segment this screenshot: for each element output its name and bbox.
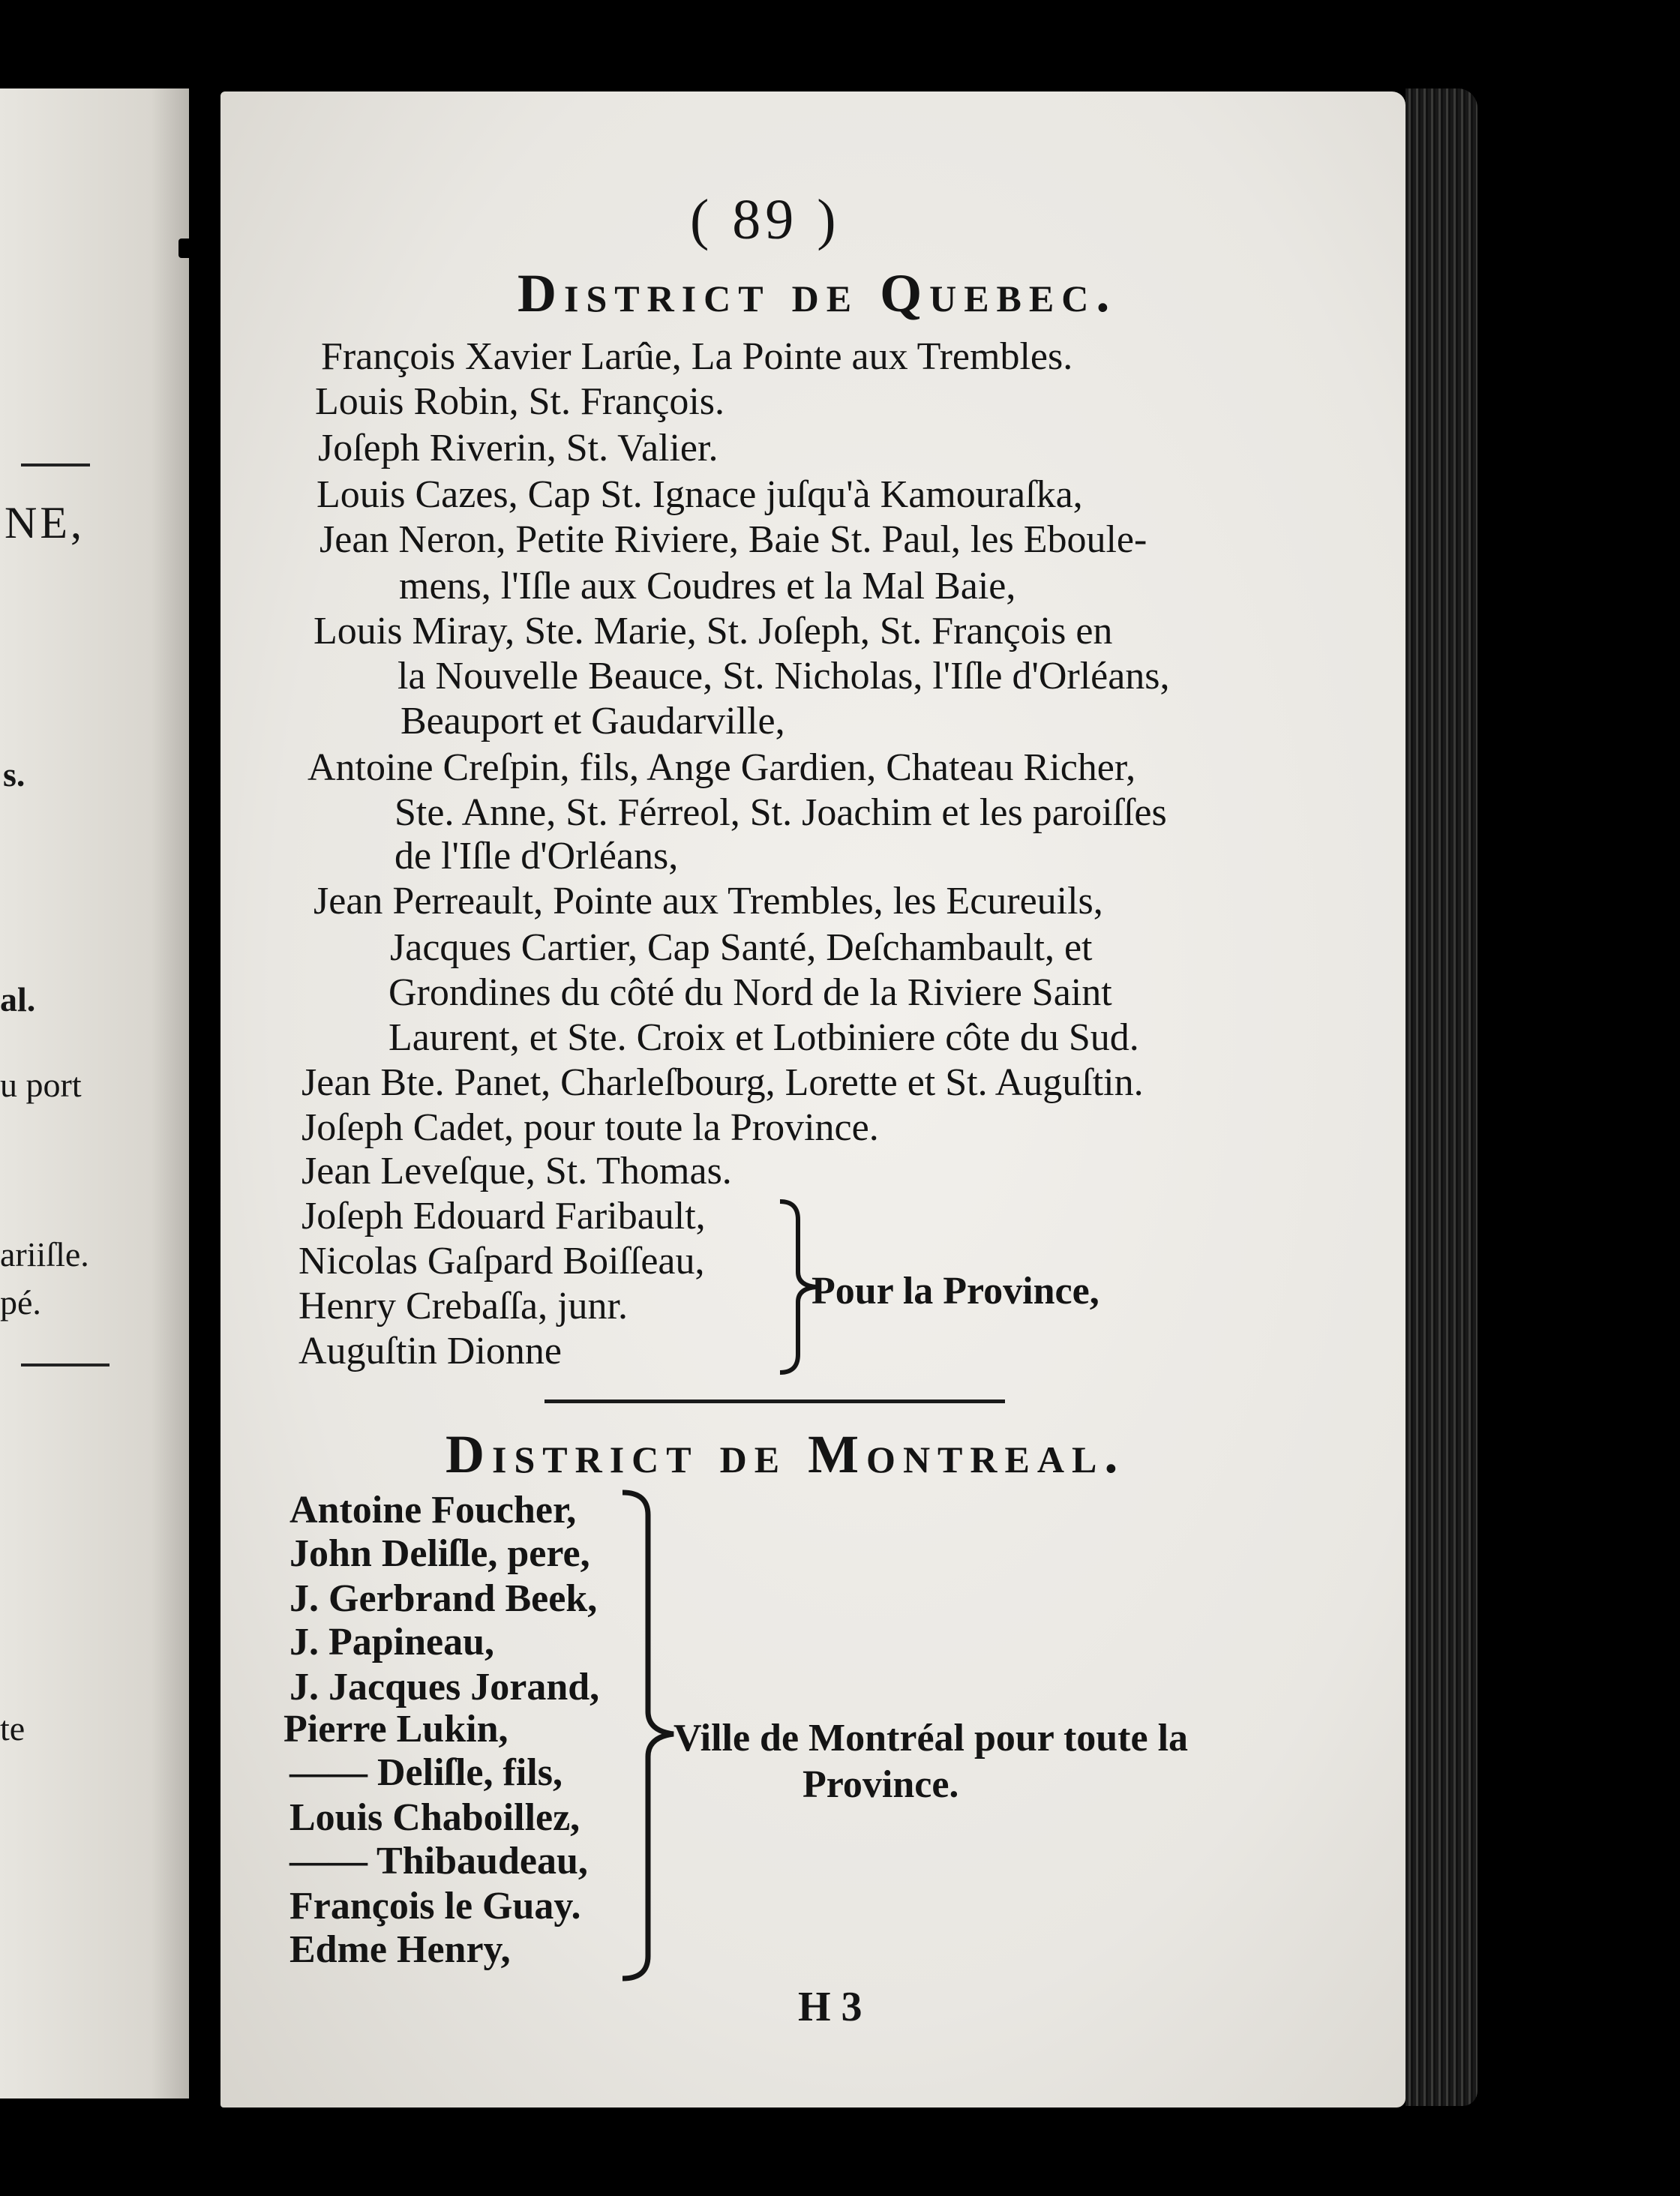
left-page-rule-2 — [21, 1364, 110, 1366]
quebec-line-17: Jean Bte. Panet, Charleſbourg, Lorette et St. Auguſtin. — [302, 1061, 1144, 1104]
montreal-label-line-1: Ville de Montréal pour toute la — [674, 1717, 1189, 1760]
quebec-line-8: la Nouvelle Beauce, St. Nicholas, l'Iſle d'Orléans, — [398, 655, 1170, 698]
quebec-heading: District de Quebec. — [518, 263, 1118, 323]
left-page-rule — [21, 464, 90, 466]
page-number: ( 89 ) — [690, 188, 841, 251]
left-fragment-7: te — [0, 1709, 26, 1748]
quebec-line-12: de l'Iſle d'Orléans, — [394, 835, 679, 878]
left-fragment-2: s. — [3, 755, 26, 794]
left-fragment-1: NE, — [4, 498, 85, 548]
quebec-line-18: Joſeph Cadet, pour toute la Province. — [302, 1106, 879, 1149]
quebec-group-name-2: Nicolas Gaſpard Boiſſeau, — [298, 1240, 705, 1282]
montreal-name-4: J. Papineau, — [290, 1621, 495, 1664]
montreal-name-3: J. Gerbrand Beek, — [290, 1577, 598, 1620]
book-gutter — [189, 82, 220, 2108]
quebec-line-16: Laurent, et Ste. Croix et Lotbiniere côte du Sud. — [388, 1016, 1139, 1059]
quebec-line-10: Antoine Creſpin, fils, Ange Gardien, Chateau Richer, — [308, 746, 1136, 789]
quebec-line-9: Beauport et Gaudarville, — [400, 700, 785, 742]
quebec-line-6: mens, l'Iſle aux Coudres et la Mal Baie, — [399, 565, 1016, 608]
montreal-name-5: J. Jacques Jorand, — [290, 1666, 600, 1708]
montreal-label-line-2: Province. — [802, 1763, 959, 1806]
section-divider — [544, 1400, 1005, 1403]
quebec-line-7: Louis Miray, Ste. Marie, St. Joſeph, St. François en — [314, 610, 1113, 652]
montreal-name-9: —— Thibaudeau, — [290, 1840, 588, 1882]
quebec-group-name-3: Henry Crebaſſa, junr. — [298, 1285, 628, 1328]
quebec-line-1: François Xavier Larûe, La Pointe aux Trembles. — [321, 335, 1073, 378]
quebec-line-14: Jacques Cartier, Cap Santé, Deſchambault, et — [390, 926, 1093, 969]
montreal-brace — [615, 1488, 682, 1983]
quebec-line-13: Jean Perreault, Pointe aux Trembles, les Ecureuils, — [314, 880, 1103, 922]
left-fragment-3: al. — [0, 980, 36, 1018]
left-fragment-4: u port — [0, 1066, 82, 1104]
montreal-name-11: Edme Henry, — [290, 1928, 511, 1971]
montreal-name-1: Antoine Foucher, — [290, 1489, 577, 1532]
quebec-group-name-1: Joſeph Edouard Faribault, — [302, 1195, 706, 1238]
montreal-heading: District de Montreal. — [446, 1424, 1126, 1484]
quebec-group-name-4: Auguſtin Dionne — [298, 1330, 562, 1372]
quebec-line-3: Joſeph Riverin, St. Valier. — [318, 427, 718, 470]
quebec-line-15: Grondines du côté du Nord de la Riviere Saint — [388, 971, 1112, 1014]
montreal-name-8: Louis Chaboillez, — [290, 1796, 580, 1839]
quebec-group-label: Pour la Province, — [812, 1270, 1100, 1312]
quebec-line-4: Louis Cazes, Cap St. Ignace juſqu'à Kamouraſka, — [316, 473, 1083, 516]
left-facing-page — [0, 88, 189, 2098]
left-fragment-5: ariiſle. — [0, 1235, 89, 1274]
montreal-name-2: John Deliſle, pere, — [290, 1532, 590, 1575]
quebec-line-2: Louis Robin, St. François. — [315, 380, 725, 423]
left-fragment-6: pé. — [0, 1283, 41, 1322]
quebec-line-11: Ste. Anne, St. Férreol, St. Joachim et les paroiſſes — [394, 791, 1167, 834]
montreal-name-7: —— Deliſle, fils, — [290, 1751, 562, 1794]
montreal-name-10: François le Guay. — [290, 1885, 581, 1928]
page-block-edge — [1406, 88, 1478, 2106]
quebec-line-5: Jean Neron, Petite Riviere, Baie St. Paul, les Eboule- — [320, 518, 1148, 561]
montreal-name-6: Pierre Lukin, — [284, 1708, 508, 1750]
signature-mark: H 3 — [798, 1984, 862, 2030]
quebec-line-19: Jean Leveſque, St. Thomas. — [302, 1150, 732, 1192]
